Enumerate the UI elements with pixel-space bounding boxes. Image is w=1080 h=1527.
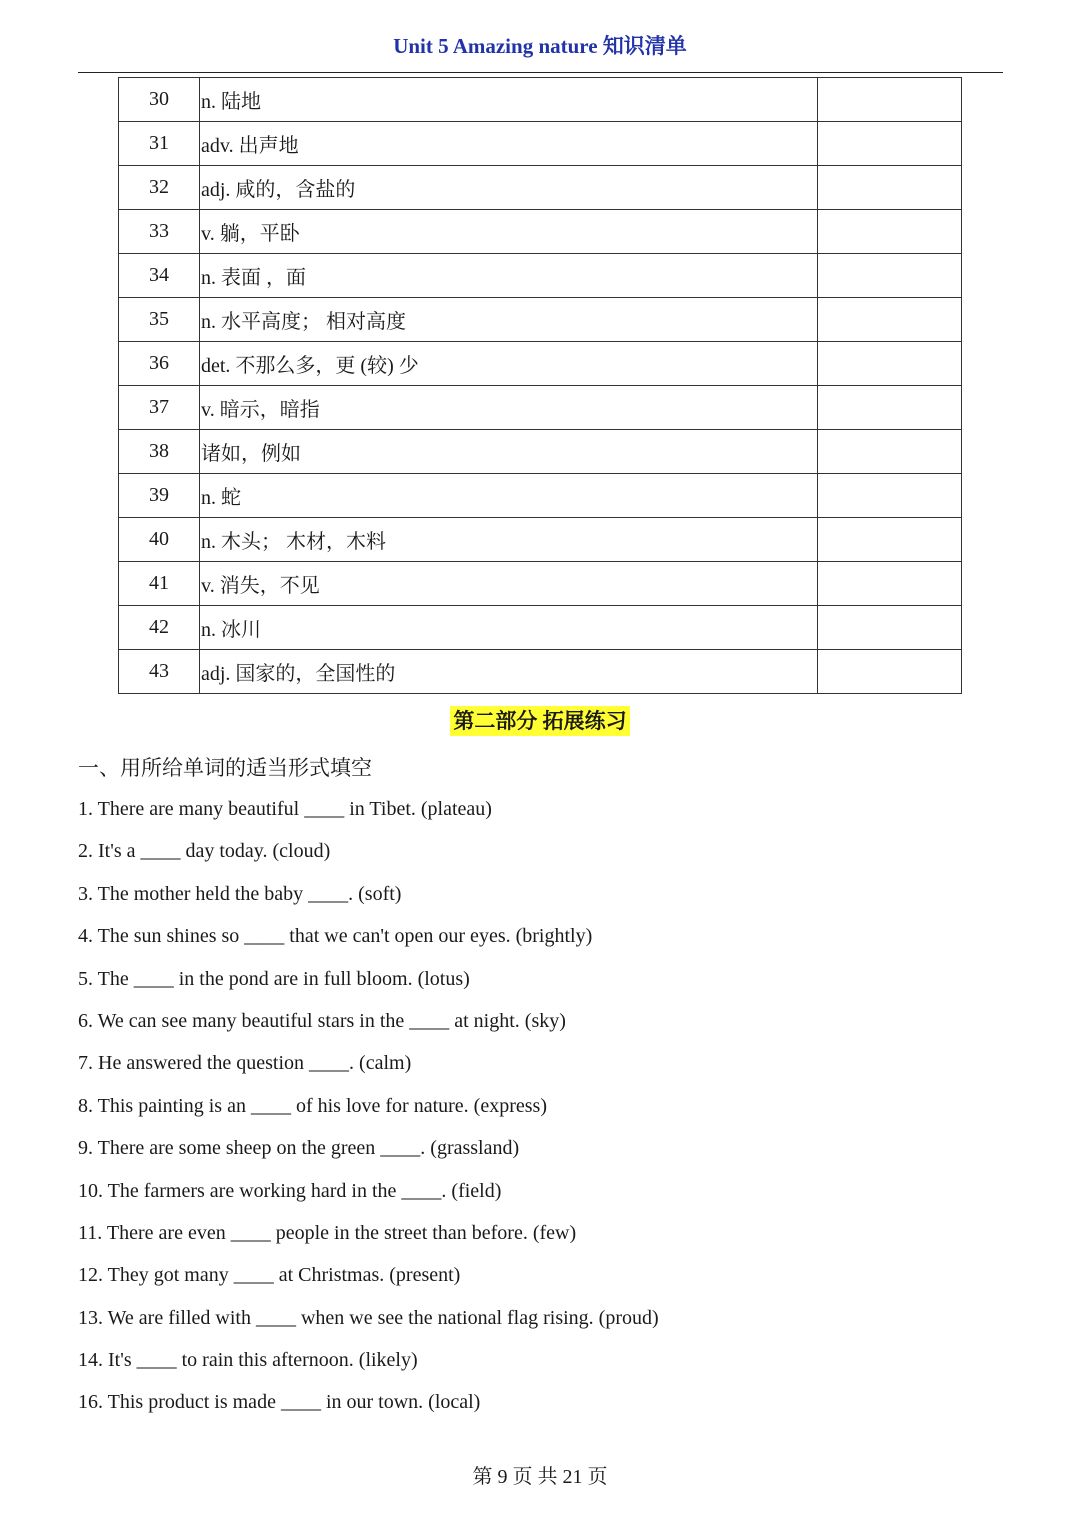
answer-cell[interactable] xyxy=(818,78,962,122)
answer-cell[interactable] xyxy=(818,650,962,694)
row-meaning: n. 冰川 xyxy=(200,606,818,650)
table-row xyxy=(119,166,962,210)
row-number: 35 xyxy=(119,298,200,342)
row-number: 41 xyxy=(119,562,200,606)
table-row xyxy=(119,122,962,166)
row-meaning: n. 陆地 xyxy=(200,78,818,122)
table-row xyxy=(119,606,962,650)
exercise-item: 7. He answered the question ____. (calm) xyxy=(78,1052,412,1075)
row-meaning: adv. 出声地 xyxy=(200,122,818,166)
exercise-item: 12. They got many ____ at Christmas. (present) xyxy=(78,1264,461,1287)
answer-cell[interactable] xyxy=(818,298,962,342)
row-meaning: adj. 咸的，含盐的 xyxy=(200,166,818,210)
exercise-item: 8. This painting is an ____ of his love for nature. (express) xyxy=(78,1094,547,1117)
row-number: 39 xyxy=(119,474,200,518)
row-meaning: n. 木头； 木材，木料 xyxy=(200,518,818,562)
exercise-item: 5. The ____ in the pond are in full bloom. (lotus) xyxy=(78,967,470,990)
row-number: 33 xyxy=(119,210,200,254)
exercise-item: 11. There are even ____ people in the street than before. (few) xyxy=(78,1221,577,1244)
exercise-item: 14. It's ____ to rain this afternoon. (likely) xyxy=(78,1349,418,1372)
page-header-title: Unit 5 Amazing nature 知识清单 xyxy=(393,34,687,58)
row-meaning: v. 暗示，暗指 xyxy=(200,386,818,430)
vocabulary-table xyxy=(118,77,962,694)
row-meaning: adj. 国家的，全国性的 xyxy=(200,650,818,694)
table-row xyxy=(119,298,962,342)
exercise-item: 10. The farmers are working hard in the ____. (field) xyxy=(78,1179,502,1202)
exercise-item: 13. We are filled with ____ when we see the national flag rising. (proud) xyxy=(78,1306,659,1329)
section-title-text: 第二部分 拓展练习 xyxy=(450,706,629,736)
row-meaning: det. 不那么多，更 (较) 少 xyxy=(200,342,818,386)
row-number: 34 xyxy=(119,254,200,298)
answer-cell[interactable] xyxy=(818,474,962,518)
table-row xyxy=(119,650,962,694)
table-row xyxy=(119,254,962,298)
row-meaning: v. 躺，平卧 xyxy=(200,210,818,254)
row-meaning: v. 消失，不见 xyxy=(200,562,818,606)
exercise-heading: 一、用所给单词的适当形式填空 xyxy=(78,756,372,780)
answer-cell[interactable] xyxy=(818,210,962,254)
row-number: 38 xyxy=(119,430,200,474)
section-title xyxy=(0,705,1080,735)
table-row xyxy=(119,386,962,430)
answer-cell[interactable] xyxy=(818,606,962,650)
row-number: 30 xyxy=(119,78,200,122)
row-number: 32 xyxy=(119,166,200,210)
row-meaning: n. 表面 ，面 xyxy=(200,254,818,298)
table-row xyxy=(119,210,962,254)
exercise-item: 3. The mother held the baby ____. (soft) xyxy=(78,882,402,905)
answer-cell[interactable] xyxy=(818,254,962,298)
answer-cell[interactable] xyxy=(818,518,962,562)
exercise-list xyxy=(78,795,998,1431)
answer-cell[interactable] xyxy=(818,342,962,386)
row-meaning: 诸如，例如 xyxy=(200,430,818,474)
header-divider xyxy=(78,72,1003,73)
table-row xyxy=(119,342,962,386)
table-row xyxy=(119,518,962,562)
exercise-item: 6. We can see many beautiful stars in the ____ at night. (sky) xyxy=(78,1009,566,1032)
row-number: 31 xyxy=(119,122,200,166)
answer-cell[interactable] xyxy=(818,430,962,474)
answer-cell[interactable] xyxy=(818,122,962,166)
exercise-item: 4. The sun shines so ____ that we can't open our eyes. (brightly) xyxy=(78,925,593,948)
exercise-item: 16. This product is made ____ in our town. (local) xyxy=(78,1391,481,1414)
answer-cell[interactable] xyxy=(818,562,962,606)
row-meaning: n. 蛇 xyxy=(200,474,818,518)
row-number: 43 xyxy=(119,650,200,694)
page-footer: 第 9 页 共 21 页 xyxy=(472,1466,608,1488)
table-row xyxy=(119,430,962,474)
row-number: 36 xyxy=(119,342,200,386)
answer-cell[interactable] xyxy=(818,386,962,430)
table-row xyxy=(119,562,962,606)
row-number: 42 xyxy=(119,606,200,650)
row-meaning: n. 水平高度； 相对高度 xyxy=(200,298,818,342)
exercise-item: 1. There are many beautiful ____ in Tibet. (plateau) xyxy=(78,798,492,820)
exercise-item: 2. It's a ____ day today. (cloud) xyxy=(78,840,331,863)
table-row xyxy=(119,78,962,122)
exercise-item: 9. There are some sheep on the green ____. (grassland) xyxy=(78,1137,520,1160)
table-row xyxy=(119,474,962,518)
answer-cell[interactable] xyxy=(818,166,962,210)
row-number: 40 xyxy=(119,518,200,562)
row-number: 37 xyxy=(119,386,200,430)
